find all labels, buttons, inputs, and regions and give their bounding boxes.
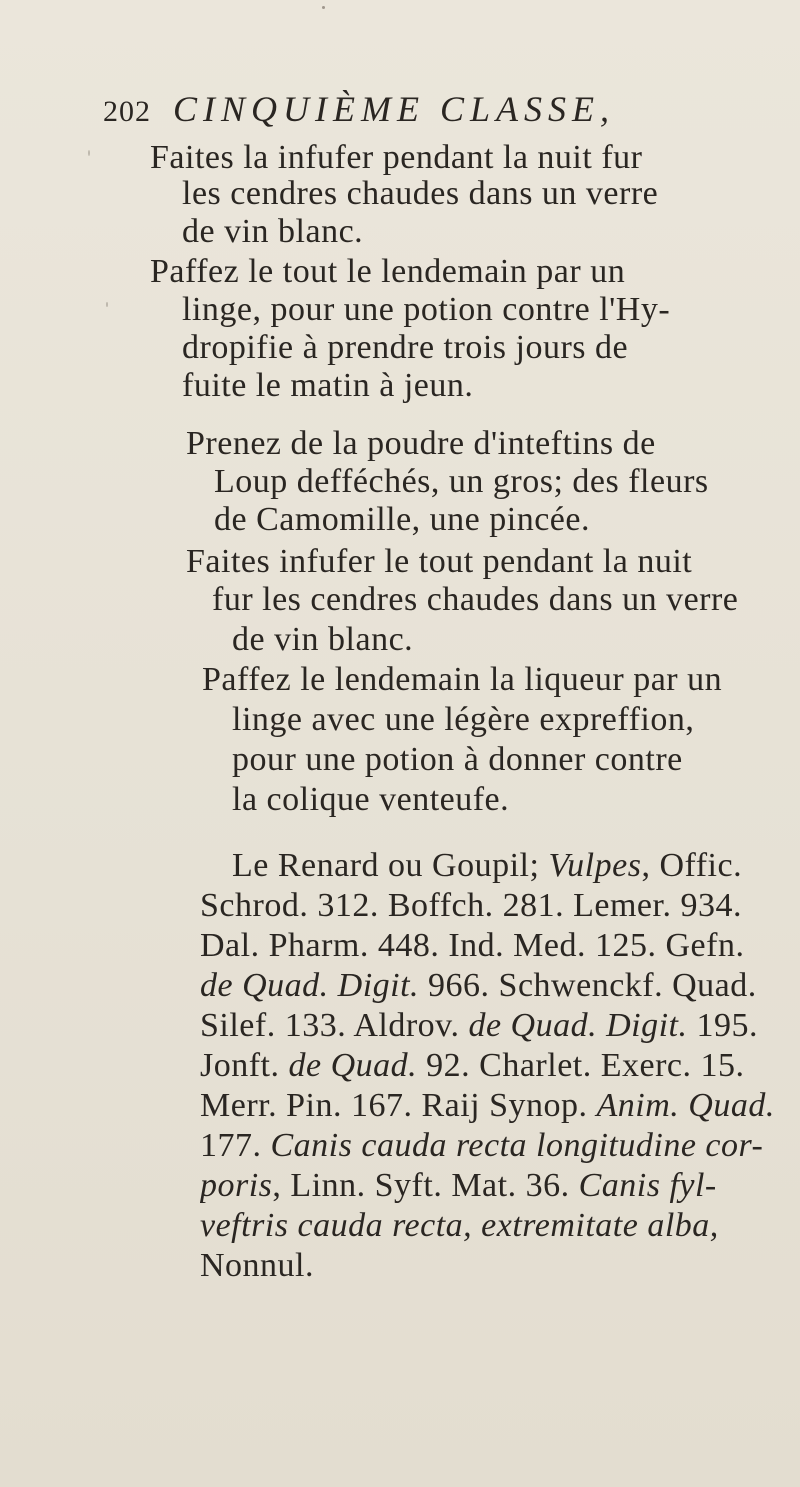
- ink-spot: [106, 302, 108, 307]
- text-line: [200, 1046, 745, 1086]
- text-line: de vin blanc.: [232, 621, 414, 658]
- italic-span: de Quad. Digit.: [468, 1007, 688, 1044]
- text-line: veftris cauda recta, extremitate alba,: [200, 1207, 719, 1244]
- text-line: Prenez de la poudre d'inteftins de: [186, 425, 656, 462]
- text-line: dropifie à prendre trois jours de: [182, 329, 629, 366]
- text-line: [200, 1126, 763, 1166]
- ink-spot: [322, 6, 325, 9]
- text-span: 195.: [687, 1007, 758, 1044]
- italic-span: de Quad. Digit.: [200, 967, 420, 1004]
- page-number: 202: [103, 95, 151, 128]
- text-line: [200, 1166, 717, 1206]
- text-span: Jonft.: [200, 1047, 289, 1084]
- text-line: la colique venteufe.: [232, 781, 510, 818]
- text-line: fur les cendres chaudes dans un verre: [212, 581, 739, 618]
- text-span: 966. Schwenckf. Quad.: [419, 967, 757, 1004]
- text-line: Nonnul.: [200, 1247, 314, 1284]
- text-span: 177.: [200, 1127, 271, 1164]
- text-line: Paffez le lendemain la liqueur par un: [202, 661, 723, 698]
- text-span: Silef. 133. Aldrov.: [200, 1007, 469, 1044]
- text-line: [200, 1006, 758, 1046]
- text-line: [200, 966, 757, 1006]
- text-line: les cendres chaudes dans un verre: [182, 175, 659, 212]
- text-line: Paffez le tout le lendemain par un: [150, 253, 626, 290]
- text-span: Le Renard ou Goupil;: [232, 847, 549, 884]
- italic-span: Canis fyl-: [578, 1167, 717, 1204]
- text-line: [200, 1086, 775, 1126]
- italic-span: Canis cauda recta longitudine cor-: [270, 1127, 764, 1164]
- text-line: [232, 846, 742, 886]
- page-heading: CINQUIÈME CLASSE,: [173, 89, 615, 129]
- running-head: [103, 88, 723, 138]
- italic-span: poris: [200, 1167, 273, 1204]
- text-line: fuite le matin à jeun.: [182, 367, 474, 404]
- text-line: Faites la infufer pendant la nuit fur: [150, 139, 643, 176]
- italic-span: de Quad.: [288, 1047, 418, 1084]
- text-line: Dal. Pharm. 448. Ind. Med. 125. Gefn.: [200, 927, 745, 964]
- text-line: Schrod. 312. Boffch. 281. Lemer. 934.: [200, 887, 742, 924]
- text-line: Faites infufer le tout pendant la nuit: [186, 543, 693, 580]
- text-line: Loup defféchés, un gros; des fleurs: [214, 463, 709, 500]
- text-line: linge, pour une potion contre l'Hy-: [182, 291, 671, 328]
- text-line: de vin blanc.: [182, 213, 364, 250]
- text-line: de Camomille, une pincée.: [214, 501, 590, 538]
- text-line: pour une potion à donner contre: [232, 741, 683, 778]
- ink-spot: [88, 150, 90, 156]
- italic-span: Vulpes: [548, 847, 642, 884]
- text-span: , Offic.: [641, 847, 743, 884]
- italic-span: Anim. Quad.: [596, 1087, 775, 1124]
- text-line: linge avec une légère expreffion,: [232, 701, 695, 738]
- text-span: 92. Charlet. Exerc. 15.: [417, 1047, 745, 1084]
- text-span: Merr. Pin. 167. Raij Synop.: [200, 1087, 597, 1124]
- text-span: , Linn. Syft. Mat. 36.: [272, 1167, 579, 1204]
